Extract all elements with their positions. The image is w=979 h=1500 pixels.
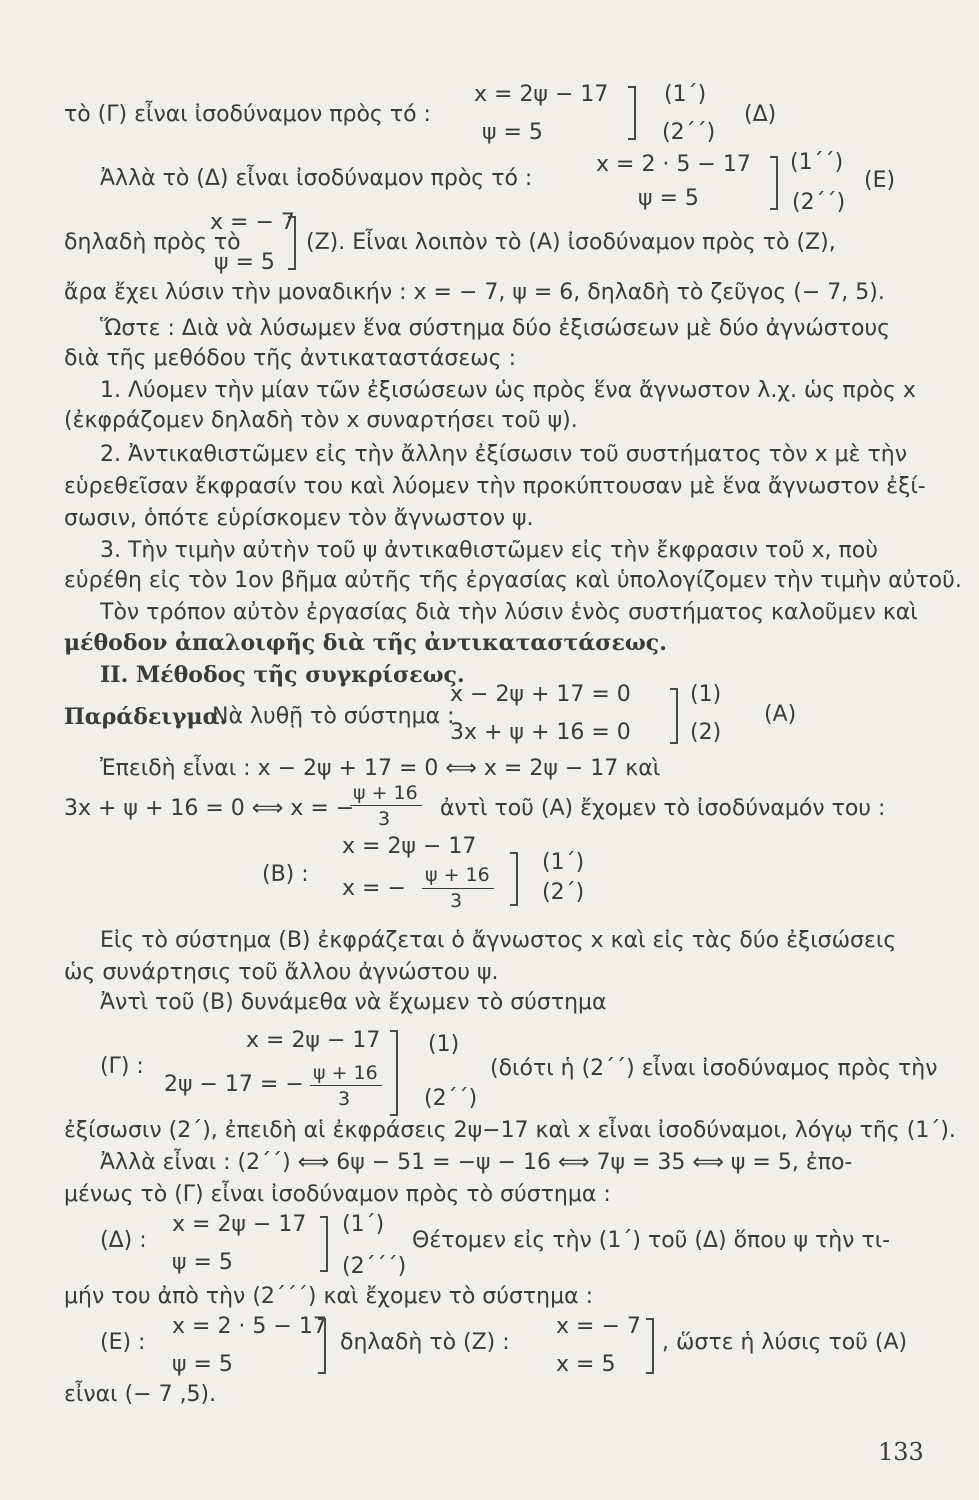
example-label: Παράδειγμα.	[64, 704, 228, 730]
text-line: δηλαδὴ τὸ (Ζ) :	[340, 1330, 510, 1355]
equation: ψ = 5	[214, 250, 275, 275]
text-line: εὑρέθη εἰς τὸν 1ον βῆμα αὐτῆς τῆς ἐργασίας καὶ ὑπολογίζομεν τὴν τιμὴν αὐτοῦ.	[64, 568, 962, 593]
system-label: (Β) :	[262, 862, 309, 887]
equation-label: (1΄)	[664, 82, 707, 107]
text-line: , ὥστε ἡ λύσις τοῦ (Α)	[662, 1330, 908, 1355]
fraction-bar	[350, 805, 422, 806]
equation-label: (2΄΄)	[424, 1086, 478, 1111]
text-line: διὰ τῆς μεθόδου τῆς ἀντικαταστάσεως :	[64, 346, 516, 371]
system-label: (Ε)	[864, 168, 896, 193]
equation-label: (1΄)	[542, 850, 585, 875]
text-line: Θέτομεν εἰς τὴν (1΄) τοῦ (Δ) ὅπου ψ τὴν τι-	[412, 1228, 891, 1253]
equation: x = 2 · 5 − 17	[172, 1314, 327, 1339]
equation: 2ψ − 17 = −	[164, 1072, 304, 1097]
text-line: εἶναι (− 7 ,5).	[64, 1382, 217, 1407]
brace	[288, 216, 296, 270]
text-line: 1. Λύομεν τὴν μίαν τῶν ἐξισώσεων ὡς πρὸς ἕνα ἄγνωστον λ.χ. ὡς πρὸς x	[100, 378, 916, 403]
text-line: μένως τὸ (Γ) εἶναι ἰσοδύναμον πρὸς τὸ σύστημα :	[64, 1182, 611, 1207]
text-line: ἐξίσωσιν (2΄), ἐπειδὴ αἱ ἐκφράσεις 2ψ−17 καὶ x εἶναι ἰσοδύναμοι, λόγῳ τῆς (1΄).	[64, 1118, 956, 1143]
fraction-bar	[422, 888, 494, 889]
equation-label: (2΄΄΄)	[342, 1254, 407, 1279]
text-line: Νὰ λυθῇ τὸ σύστημα :	[212, 704, 455, 729]
text-line: δηλαδὴ πρὸς τὸ	[64, 230, 241, 255]
text-line: Ἀντὶ τοῦ (Β) δυνάμεθα νὰ ἔχωμεν τὸ σύστημα	[100, 990, 607, 1015]
equation: x = 2ψ − 17	[172, 1212, 307, 1237]
brace	[320, 1216, 328, 1272]
equation: x = 2ψ − 17	[246, 1028, 381, 1053]
equation: ψ = 5	[172, 1352, 233, 1377]
brace	[646, 1318, 654, 1374]
text-line: ὡς συνάρτησις τοῦ ἄλλου ἀγνώστου ψ.	[64, 960, 499, 985]
text-line: ἄρα ἔχει λύσιν τὴν μοναδικήν : x = − 7, ψ = 6, δηλαδὴ τὸ ζεῦγος (− 7, 5).	[64, 280, 885, 305]
text-line: 3. Τὴν τιμὴν αὐτὴν τοῦ ψ ἀντικαθιστῶμεν εἰς τὴν ἔκφρασιν τοῦ x, ποὺ	[100, 538, 878, 563]
brace	[628, 86, 636, 140]
equation-label: (1)	[428, 1032, 460, 1057]
fraction-bar	[310, 1085, 382, 1086]
text-line: Ἀλλὰ εἶναι : (2΄΄) ⟺ 6ψ − 51 = −ψ − 16 ⟺ 7ψ = 35 ⟺ ψ = 5, ἐπο-	[100, 1150, 853, 1175]
bold-term: μέθοδον ἀπαλοιφῆς διὰ τῆς ἀντικαταστάσεως.	[64, 630, 667, 656]
equation-label: (1΄΄)	[790, 150, 844, 175]
fraction-numerator: ψ + 16	[313, 1062, 378, 1084]
page-number: 133	[878, 1438, 924, 1466]
equation: ψ = 5	[638, 186, 699, 211]
text-line: μήν του ἀπὸ τὴν (2΄΄΄) καὶ ἔχομεν τὸ σύστημα :	[64, 1284, 594, 1309]
fraction-numerator: ψ + 16	[425, 864, 490, 886]
equation: x = − 7	[556, 1314, 641, 1339]
system-label: (Ε) :	[100, 1330, 146, 1355]
text-line: (ἐκφράζομεν δηλαδὴ τὸν x συναρτήσει τοῦ ψ).	[64, 408, 578, 433]
system-label: (Α)	[764, 702, 797, 727]
equation: x = 2ψ − 17	[474, 82, 609, 107]
equation: ψ = 5	[172, 1250, 233, 1275]
system-label: (Δ) :	[100, 1228, 147, 1253]
system-label: (Δ)	[744, 102, 777, 127]
equation-label: (2΄΄)	[662, 120, 716, 145]
equation-label: (1΄)	[342, 1212, 385, 1237]
equation: x = 2ψ − 17	[342, 834, 477, 859]
section-heading: ΙΙ. Μέθοδος τῆς συγκρίσεως.	[100, 662, 465, 688]
text-line: (Ζ). Εἶναι λοιπὸν τὸ (Α) ἰσοδύναμον πρὸς τὸ (Ζ),	[306, 230, 836, 255]
text-line: Τὸν τρόπον αὐτὸν ἐργασίας διὰ τὴν λύσιν ἑνὸς συστήματος καλοῦμεν καὶ	[100, 600, 918, 625]
equation: x = −	[342, 876, 406, 901]
text-line: εὑρεθεῖσαν ἔκφρασίν του καὶ λύομεν τὴν προκύπτουσαν μὲ ἕνα ἄγνωστον ἐξί-	[64, 474, 926, 499]
brace	[318, 1318, 326, 1374]
text-line: Ἐπειδὴ εἶναι : x − 2ψ + 17 = 0 ⟺ x = 2ψ − 17 καὶ	[100, 756, 661, 781]
equation-label: (1)	[690, 682, 722, 707]
fraction-denominator: 3	[450, 890, 463, 912]
equation-label: (2)	[690, 720, 722, 745]
fraction-denominator: 3	[338, 1088, 351, 1110]
text-line: τὸ (Γ) εἶναι ἰσοδύναμον πρὸς τό :	[64, 102, 431, 127]
equation: x = 2 · 5 − 17	[596, 152, 751, 177]
equation: x − 2ψ + 17 = 0	[450, 682, 631, 707]
equation: ψ = 5	[482, 120, 543, 145]
equation: 3x + ψ + 16 = 0	[450, 720, 631, 745]
text-line: Ἀλλὰ τὸ (Δ) εἶναι ἰσοδύναμον πρὸς τό :	[100, 166, 533, 191]
text-line: ἀντὶ τοῦ (Α) ἔχομεν τὸ ἰσοδύναμόν του :	[440, 796, 886, 821]
equation-label: (2΄)	[542, 880, 585, 905]
equation: x = 5	[556, 1352, 616, 1377]
equation: 3x + ψ + 16 = 0 ⟺ x = −	[64, 796, 355, 821]
fraction-numerator: ψ + 16	[353, 782, 418, 804]
brace	[670, 688, 678, 744]
text-line: σωσιν, ὁπότε εὑρίσκομεν τὸν ἄγνωστον ψ.	[64, 506, 534, 531]
brace	[770, 156, 778, 210]
equation: x = − 7	[210, 210, 295, 235]
text-line: Ὥστε : Διὰ νὰ λύσωμεν ἕνα σύστημα δύο ἐξισώσεων μὲ δύο ἀγνώστους	[100, 316, 891, 341]
system-label: (Γ) :	[100, 1054, 144, 1079]
equation-label: (2΄΄)	[792, 190, 846, 215]
text-line: 2. Ἀντικαθιστῶμεν εἰς τὴν ἄλλην ἐξίσωσιν τοῦ συστήματος τὸν x μὲ τὴν	[100, 442, 907, 467]
fraction-denominator: 3	[378, 808, 391, 830]
text-line: Εἰς τὸ σύστημα (Β) ἐκφράζεται ὁ ἄγνωστος x καὶ εἰς τὰς δύο ἐξισώσεις	[100, 928, 897, 953]
text-line: (διότι ἡ (2΄΄) εἶναι ἰσοδύναμος πρὸς τὴν	[490, 1056, 938, 1081]
brace	[510, 852, 518, 906]
brace	[390, 1030, 398, 1116]
